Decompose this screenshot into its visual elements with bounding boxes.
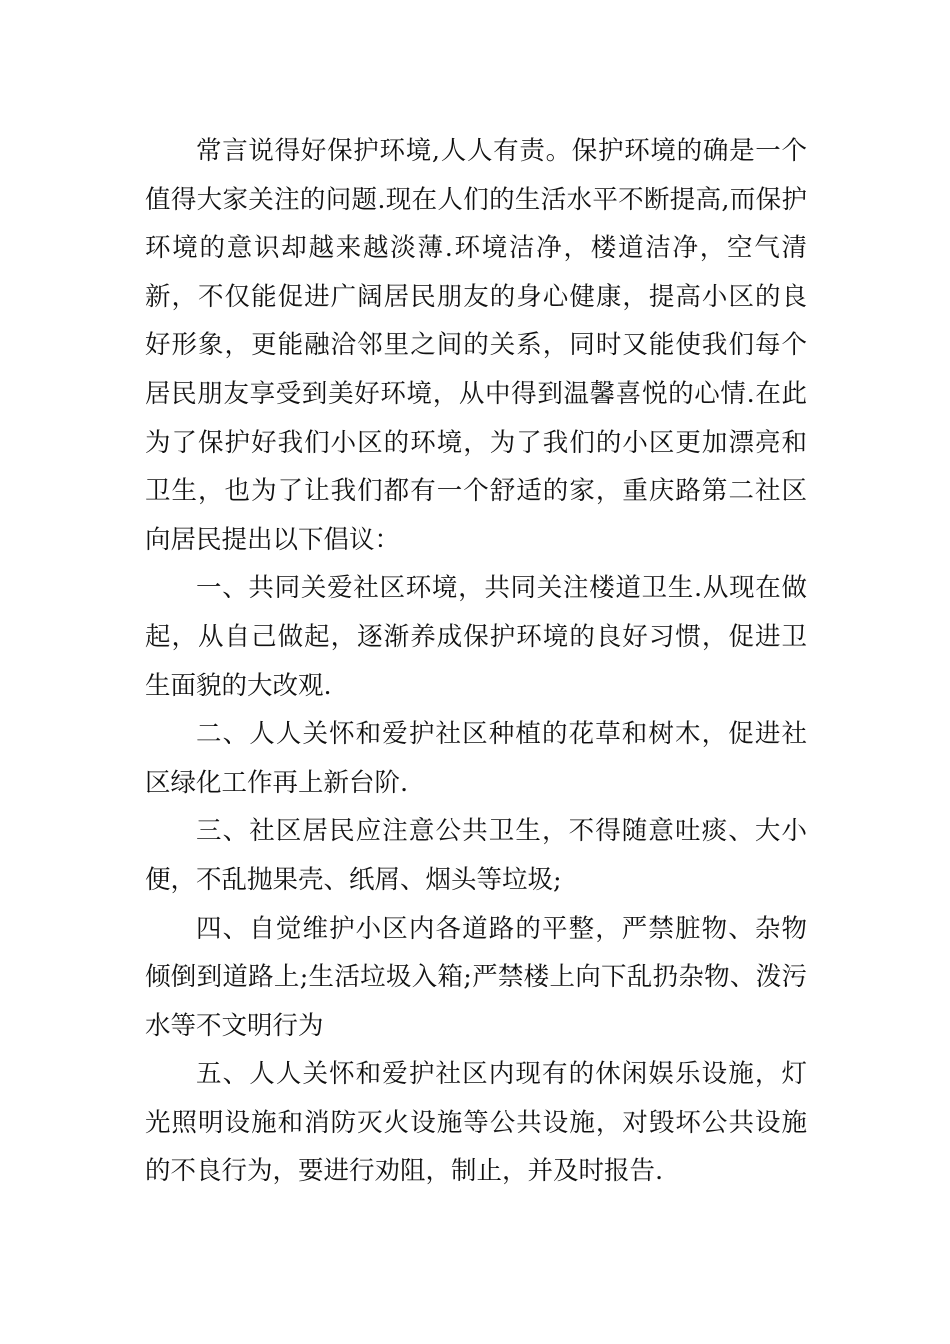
proposal-paragraph-3: 三、社区居民应注意公共卫生，不得随意吐痰、大小便，不乱抛果壳、纸屑、烟头等垃圾; xyxy=(145,816,807,895)
proposal-paragraph-2: 二、人人关怀和爱护社区种植的花草和树木，促进社区绿化工作再上新台阶. xyxy=(145,719,807,798)
document-body xyxy=(145,127,807,1196)
intro-paragraph: 常言说得好保护环境,人人有责。保护环境的确是一个值得大家关注的问题.现在人们的生活水平不断提高,而保护环境的意识却越来越淡薄.环境洁净，楼道洁净，空气清新，不仅能促进广阔居民朋友的身心健康，提高小区的良好形象，更能融洽邻里之间的关系，同时又能使我们每个居民朋友享受到美好环境，从中得到温馨喜悦的心情.在此为了保护好我们小区的环境，为了我们的小区更加漂亮和卫生，也为了让我们都有一个舒适的家，重庆路第二社区向居民提出以下倡议： xyxy=(145,136,807,555)
proposal-paragraph-4: 四、自觉维护小区内各道路的平整，严禁脏物、杂物倾倒到道路上;生活垃圾入箱;严禁楼上向下乱扔杂物、泼污水等不文明行为 xyxy=(145,913,807,1041)
proposal-paragraph-5: 五、人人关怀和爱护社区内现有的休闲娱乐设施，灯光照明设施和消防灭火设施等公共设施，对毁坏公共设施的不良行为，要进行劝阻，制止，并及时报告. xyxy=(145,1059,807,1187)
proposal-paragraph-1: 一、共同关爱社区环境，共同关注楼道卫生.从现在做起，从自己做起，逐渐养成保护环境的良好习惯，促进卫生面貌的大改观. xyxy=(145,573,807,701)
